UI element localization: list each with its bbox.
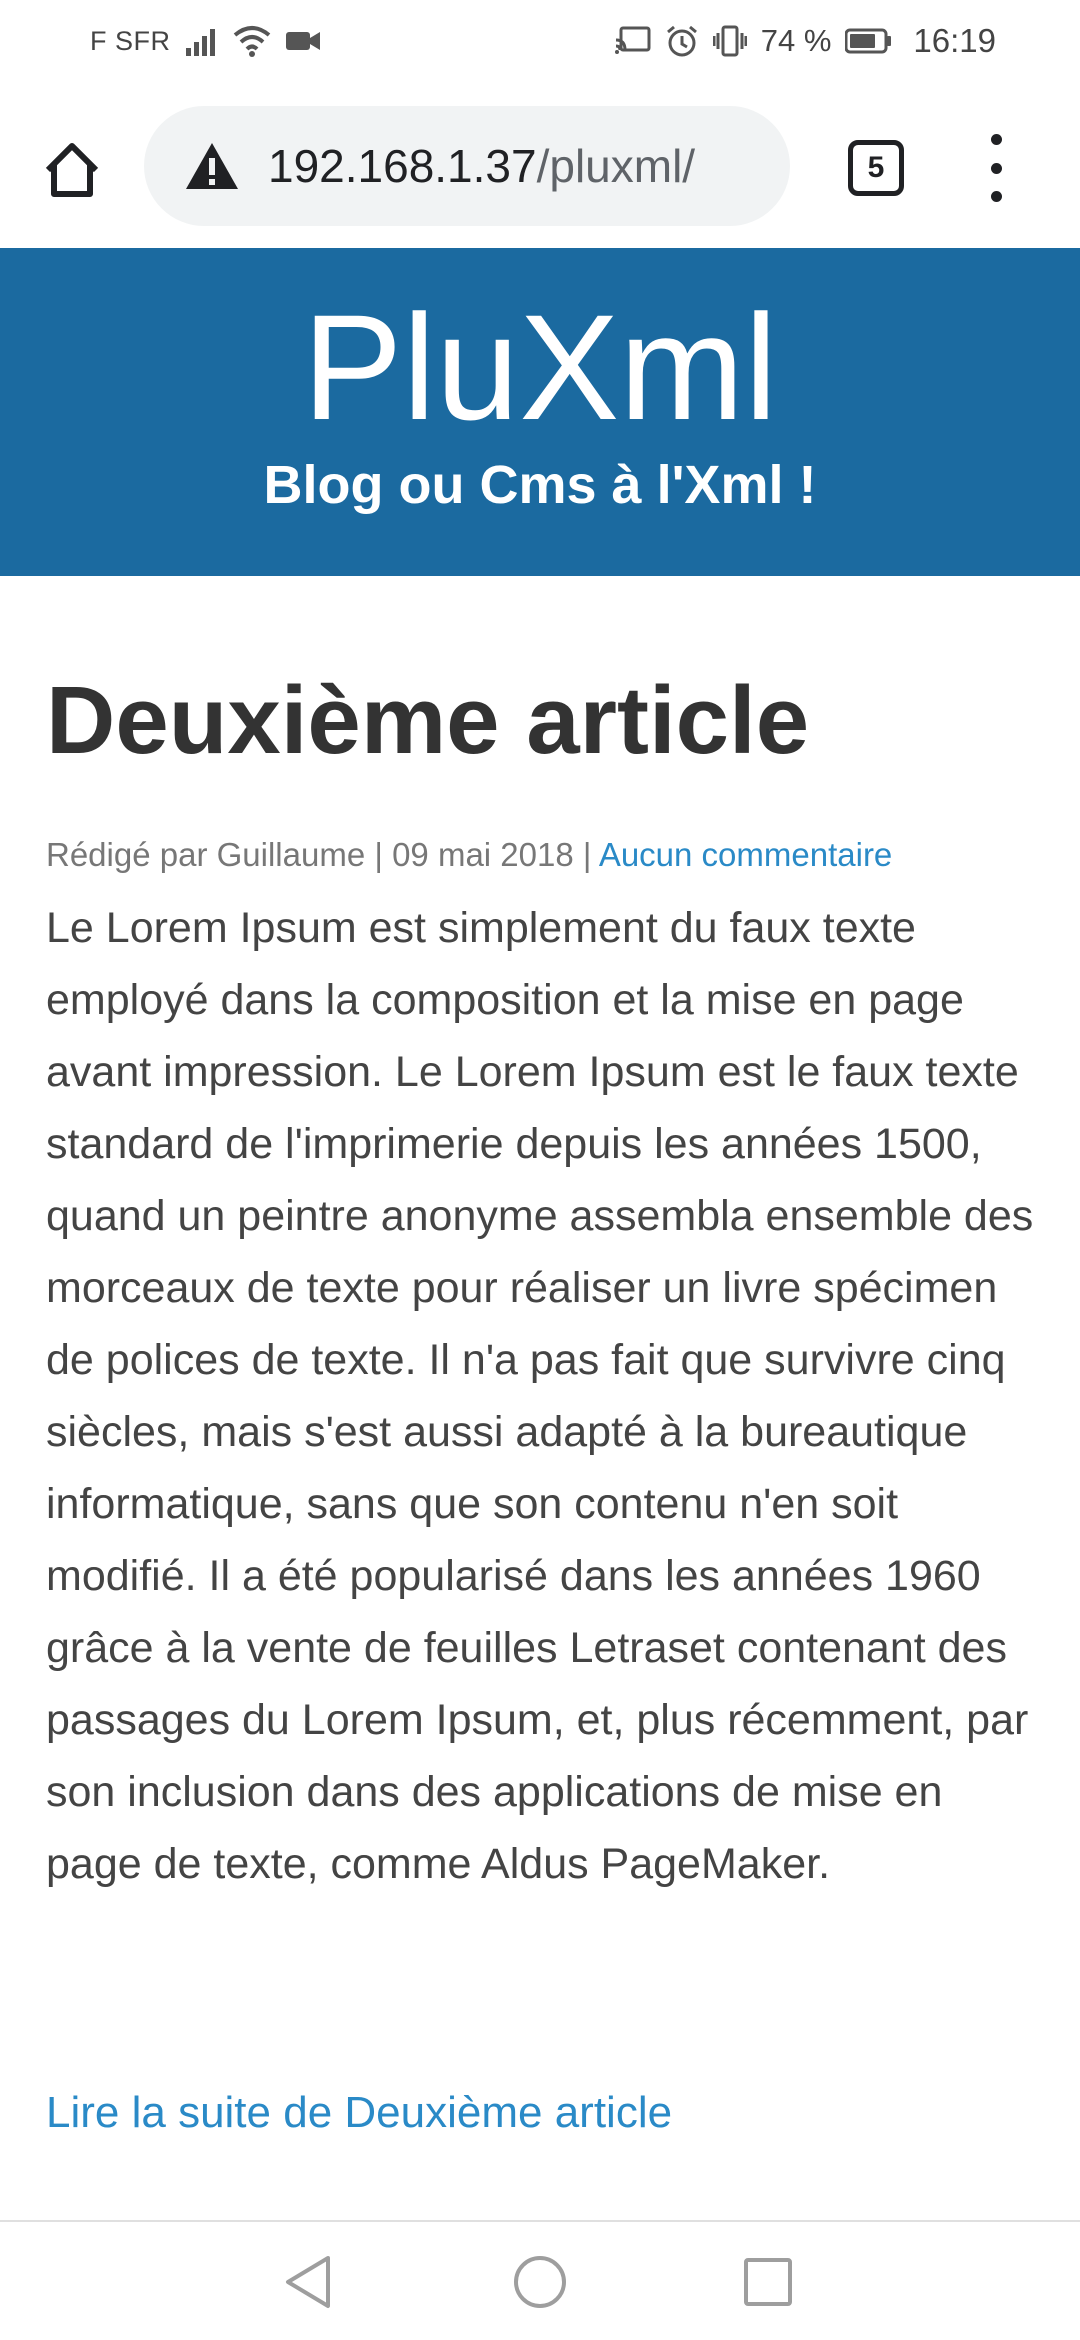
read-more-link[interactable]: Lire la suite de Deuxième article bbox=[46, 2088, 673, 2137]
camera-icon bbox=[285, 21, 321, 61]
cast-icon bbox=[615, 21, 651, 61]
address-bar[interactable] bbox=[144, 106, 790, 226]
more-menu-button[interactable] bbox=[976, 128, 1016, 208]
battery-icon bbox=[845, 21, 893, 61]
battery-percent: 74 % bbox=[760, 23, 832, 58]
status-bar bbox=[0, 0, 1080, 82]
home-icon bbox=[42, 140, 102, 200]
signal-icon bbox=[185, 21, 219, 61]
tab-count: 5 bbox=[867, 151, 885, 184]
menu-dot-icon bbox=[991, 134, 1002, 145]
back-button[interactable] bbox=[274, 2248, 342, 2316]
wifi-icon bbox=[233, 21, 271, 61]
system-nav-bar bbox=[0, 2220, 1080, 2340]
article-meta-text: Rédigé par Guillaume | 09 mai 2018 | bbox=[46, 836, 599, 873]
menu-dot-icon bbox=[991, 163, 1002, 174]
menu-dot-icon bbox=[991, 191, 1002, 202]
comments-link[interactable]: Aucun commentaire bbox=[598, 836, 893, 873]
carrier-label: F SFR bbox=[90, 25, 171, 56]
home-button[interactable] bbox=[36, 134, 108, 206]
article-title[interactable]: Deuxième article bbox=[46, 667, 810, 774]
warning-icon[interactable] bbox=[184, 138, 240, 194]
square-recents-icon bbox=[742, 2256, 794, 2308]
circle-home-icon bbox=[512, 2254, 568, 2310]
browser-toolbar bbox=[0, 82, 1080, 248]
url-path: /pluxml/ bbox=[536, 140, 696, 192]
back-icon bbox=[282, 2254, 334, 2310]
clock: 16:19 bbox=[913, 22, 996, 59]
article-body: Le Lorem Ipsum est simplement du faux texte employé dans la composition et la mise en page avant impression. Le Lorem Ipsum est le faux texte standard de l'imprimerie depuis les années 1500, quand un peintre anonyme assembla ensemble des morceaux de texte pour réaliser un livre spécimen de polices de texte. Il n'a pas fait que survivre cinq siècles, mais s'est aussi adapté à la bureautique informatique, sans que son contenu n'en soit modifié. Il a été popularisé dans les années 1960 grâce à la vente de feuilles Letraset contenant des passages du Lorem Ipsum, et, plus récemment, par son inclusion dans des applications de mise en page de texte, comme Aldus PageMaker. bbox=[46, 904, 1034, 1888]
vibrate-icon bbox=[713, 21, 747, 61]
site-header bbox=[0, 248, 1080, 576]
status-right bbox=[615, 21, 996, 61]
url-host: 192.168.1.37 bbox=[268, 140, 537, 192]
tab-switcher-button[interactable] bbox=[848, 140, 904, 196]
site-title[interactable]: PluXml bbox=[302, 283, 778, 451]
status-left bbox=[90, 21, 321, 61]
alarm-icon bbox=[665, 21, 699, 61]
home-nav-button[interactable] bbox=[506, 2248, 574, 2316]
url-text[interactable] bbox=[268, 139, 695, 193]
article-meta bbox=[46, 836, 892, 874]
recents-button[interactable] bbox=[734, 2248, 802, 2316]
site-tagline: Blog ou Cms à l'Xml ! bbox=[263, 455, 817, 515]
